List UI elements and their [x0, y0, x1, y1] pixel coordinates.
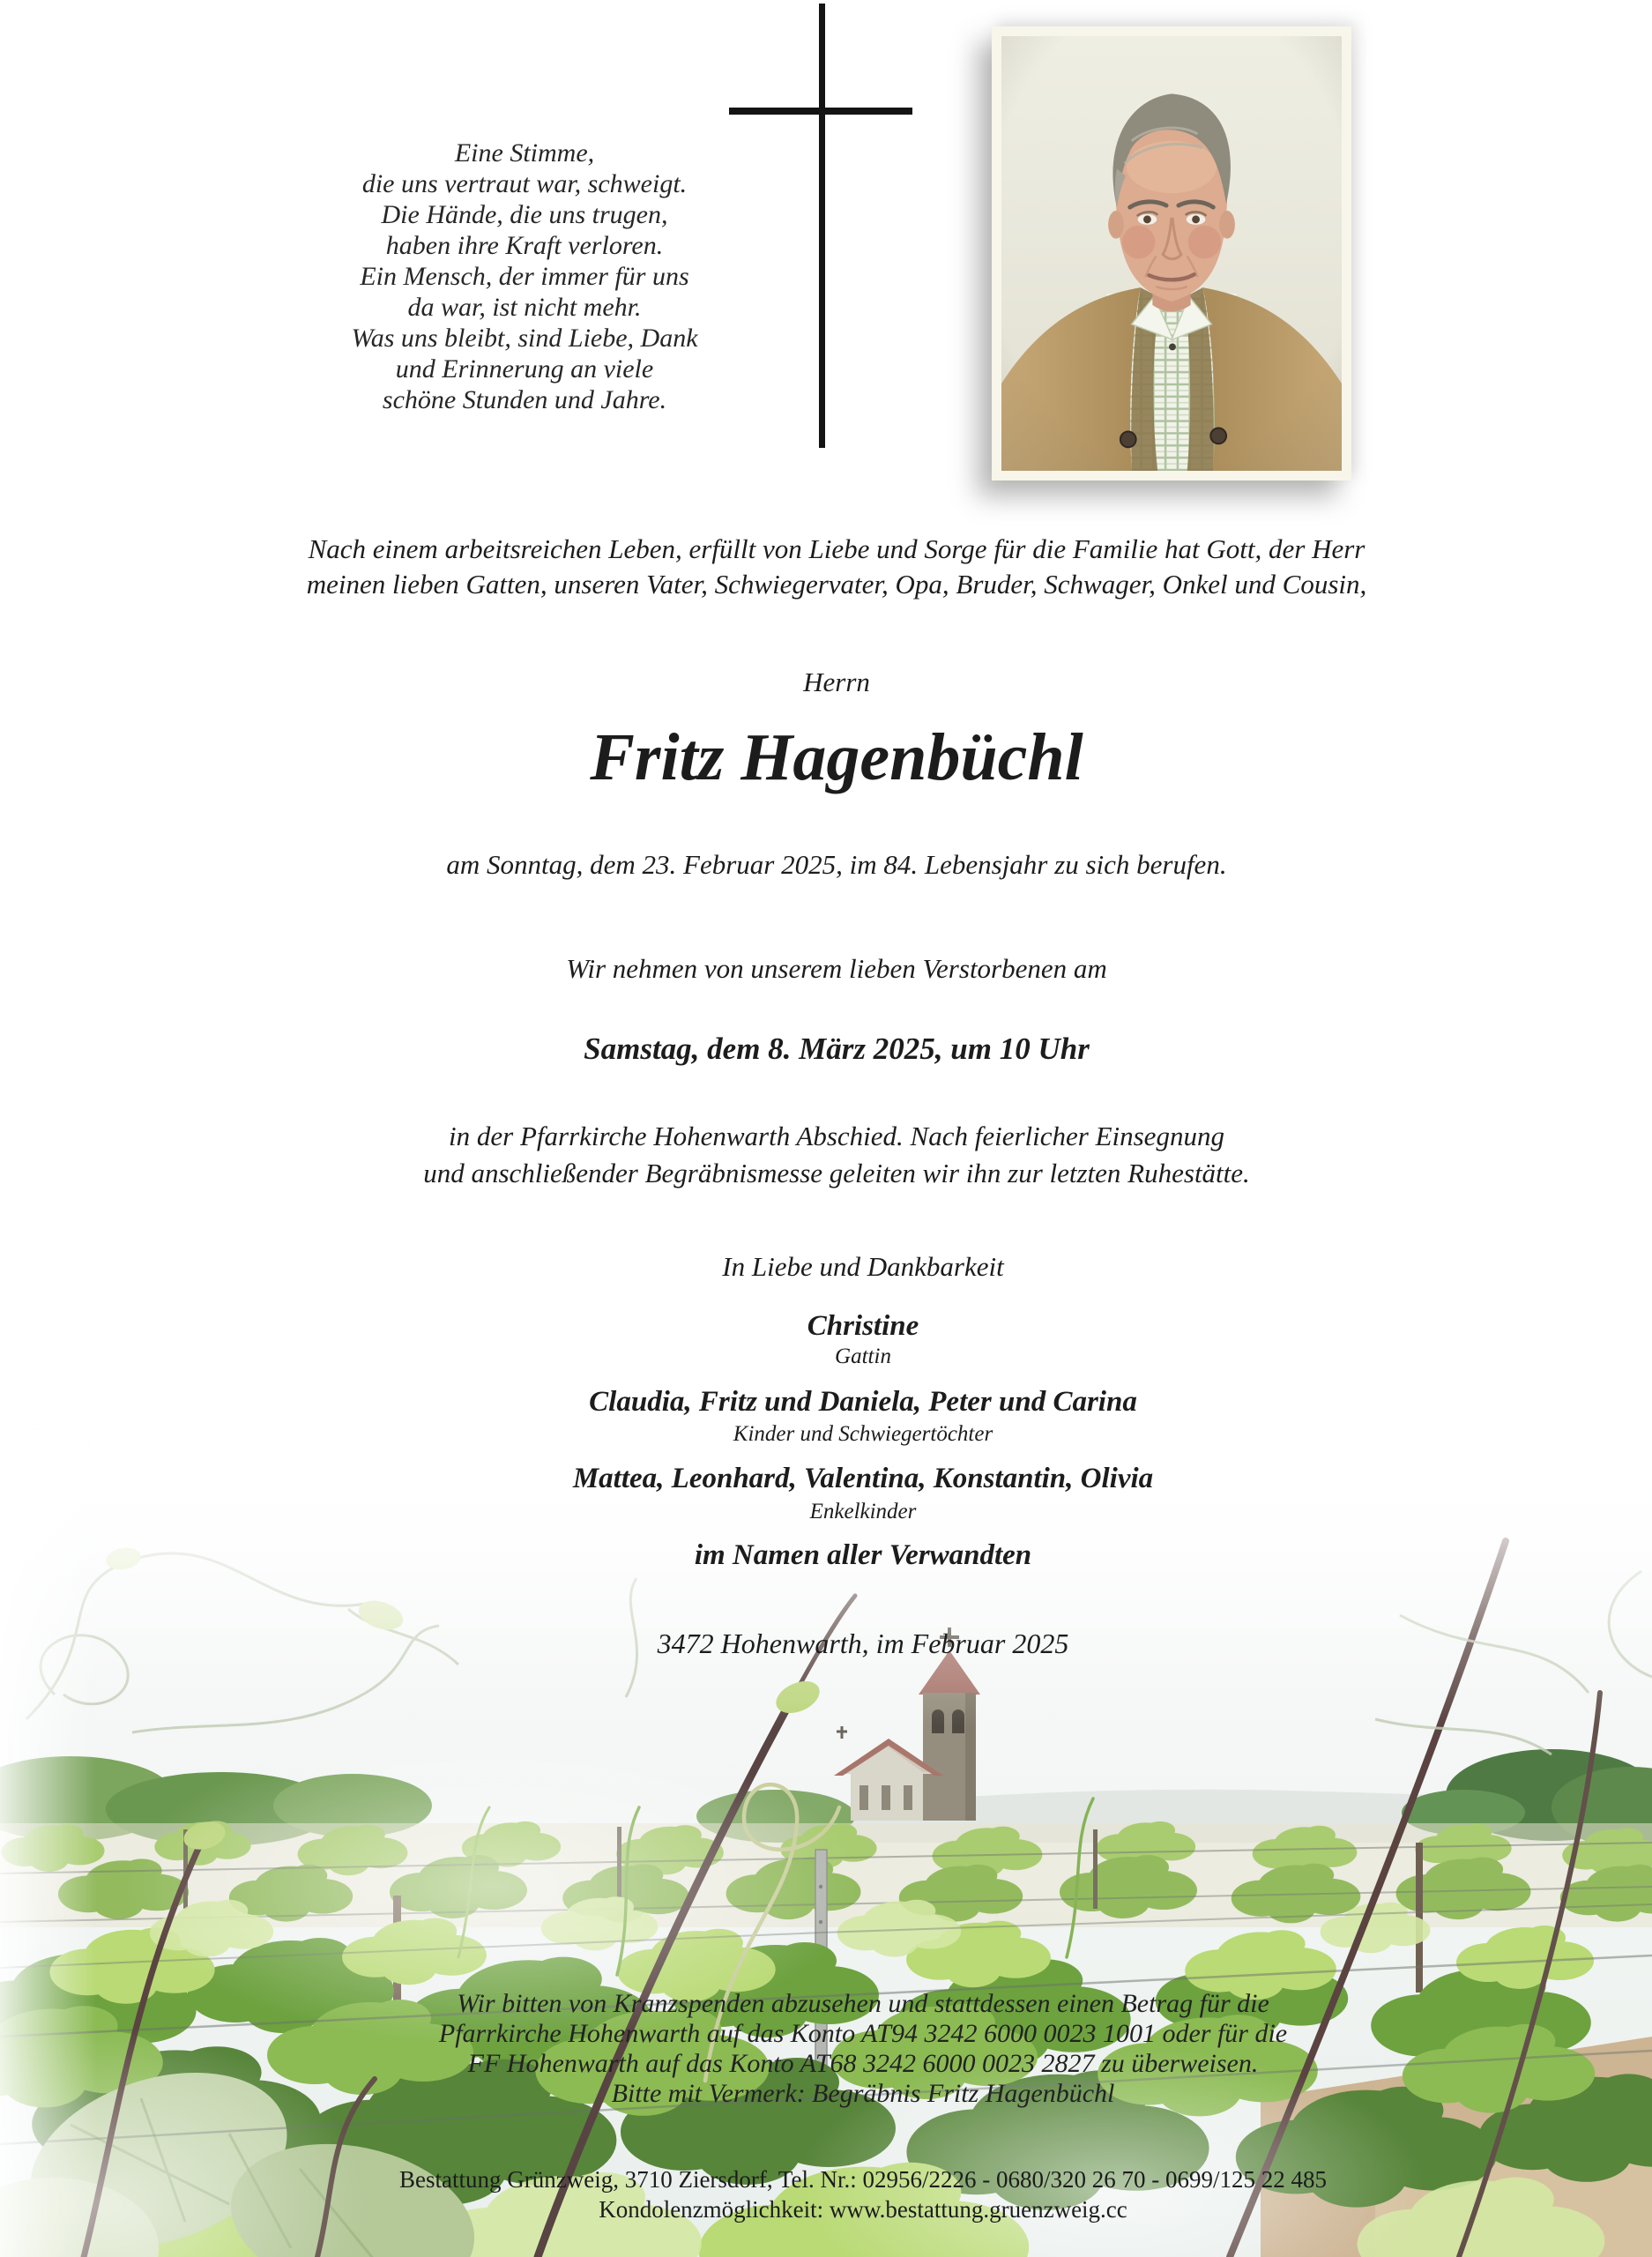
funeral-details-line: in der Pfarrkirche Hohenwarth Abschied. Nach feierlicher Einsegnung — [449, 1121, 1224, 1151]
mourner-relation: Kinder und Schwiegertöchter — [733, 1422, 993, 1446]
donation-line: Wir bitten von Kranzspenden abzusehen und stattdessen einen Betrag für die — [457, 1989, 1269, 2018]
deceased-name: Fritz Hagenbüchl — [590, 720, 1083, 794]
poem-line: Die Hände, die uns trugen, — [381, 200, 668, 229]
farewell-poem — [0, 138, 1049, 415]
announcement-paragraph — [11, 532, 1652, 602]
mourner-names: Christine — [807, 1310, 919, 1342]
memorial-cross-icon — [729, 108, 912, 115]
donation-request — [37, 1989, 1652, 2109]
poem-line: Ein Mensch, der immer für uns — [360, 262, 689, 291]
poem-line: da war, ist nicht mehr. — [407, 293, 642, 322]
on-behalf-line: im Namen aller Verwandten — [694, 1539, 1032, 1571]
mourner-relation: Enkelkinder — [809, 1500, 917, 1523]
donation-line: Bitte mit Vermerk: Begräbnis Fritz Hagenbüchl — [611, 2079, 1115, 2108]
poem-line: schöne Stunden und Jahre. — [382, 385, 667, 414]
poem-line: und Erinnerung an viele — [395, 354, 654, 384]
funeral-datetime: Samstag, dem 8. März 2025, um 10 Uhr — [584, 1032, 1090, 1066]
poem-line: Eine Stimme, — [454, 138, 595, 168]
portrait-illustration — [1001, 36, 1342, 471]
poem-line: Was uns bleibt, sind Liebe, Dank — [351, 324, 698, 353]
condolence-website: Kondolenzmöglichkeit: www.bestattung.gruenzweig.cc — [599, 2196, 1127, 2223]
funeral-home-contact: Bestattung Grünzweig, 3710 Ziersdorf, Tel. Nr.: 02956/2226 - 0680/320 26 70 - 0699/125 22 485 — [399, 2166, 1327, 2193]
poem-line: die uns vertraut war, schweigt. — [361, 169, 688, 198]
mourner-relation: Gattin — [835, 1345, 891, 1368]
funeral-details — [11, 1118, 1652, 1192]
death-date-line: am Sonntag, dem 23. Februar 2025, im 84. Lebensjahr zu sich berufen. — [446, 849, 1227, 880]
place-and-date: 3472 Hohenwarth, im Februar 2025 — [657, 1628, 1069, 1659]
mourner-names: Claudia, Fritz und Daniela, Peter und Carina — [589, 1386, 1137, 1418]
mourner-names: Mattea, Leonhard, Valentina, Konstantin, Olivia — [572, 1463, 1154, 1494]
portrait-photo-image — [1001, 36, 1342, 471]
farewell-intro: Wir nehmen von unserem lieben Verstorbenen am — [566, 953, 1107, 984]
funeral-details-line: und anschließender Begräbnismesse geleiten wir ihn zur letzten Ruhestätte. — [423, 1158, 1250, 1188]
salutation: Herrn — [803, 667, 870, 697]
announcement-line: meinen lieben Gatten, unseren Vater, Schwiegervater, Opa, Bruder, Schwager, Onkel und Cousin, — [306, 569, 1367, 600]
donation-line: FF Hohenwarth auf das Konto AT68 3242 6000 0023 2827 zu überweisen. — [467, 2049, 1259, 2078]
closing-phrase: In Liebe und Dankbarkeit — [722, 1251, 1004, 1282]
poem-line: haben ihre Kraft verloren. — [385, 231, 664, 260]
announcement-line: Nach einem arbeitsreichen Leben, erfüllt von Liebe und Sorge für die Familie hat Gott, der Herr — [308, 533, 1366, 564]
donation-line: Pfarrkirche Hohenwarth auf das Konto AT94 3242 6000 0023 1001 oder für die — [438, 2019, 1288, 2048]
